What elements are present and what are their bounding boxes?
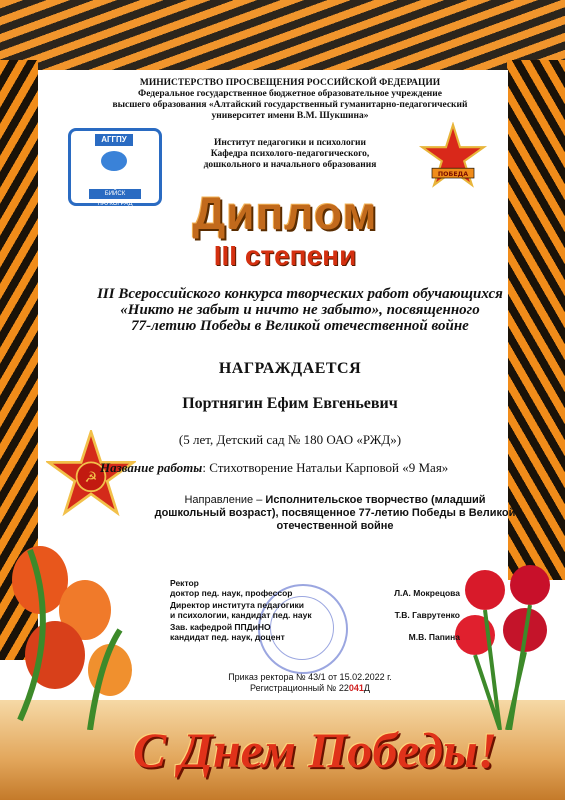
ministry-line: МИНИСТЕРСТВО ПРОСВЕЩЕНИЯ РОССИЙСКОЙ ФЕДЕРАЦИИ (139, 78, 441, 88)
reg-prefix: Регистрационный № 22 (250, 683, 349, 693)
diploma-degree: III степени (213, 240, 357, 271)
signer-title: Ректор (170, 578, 199, 588)
recipient-details: (5 лет, Детский сад № 180 ОАО «РЖД») (178, 432, 402, 447)
victory-day-banner: С Днем Победы! (132, 722, 498, 778)
institute-line: Кафедра психолого-педагогического, (210, 149, 370, 159)
direction-value: Исполнительское творчество (младший дошкольный возраст), посвященное 77-летию Победы в Великой отечественной войне (154, 494, 516, 532)
signer-title: кандидат пед. наук, доцент (170, 632, 285, 642)
signatures-block (170, 578, 470, 644)
svg-text:☭: ☭ (84, 470, 98, 487)
book-icon (101, 151, 127, 171)
reg-suffix: Д (363, 683, 370, 693)
recipient-name: Портнягин Ефим Евгеньевич (182, 395, 398, 412)
st-george-ribbon-top (0, 0, 565, 72)
signature-row (170, 578, 470, 600)
contest-line: 77-летию Победы в Великой отечественной войне (131, 318, 469, 334)
ministry-header (80, 78, 500, 122)
signer-title: Зав. кафедрой ППДиНО (170, 622, 271, 632)
registration-number (160, 683, 460, 694)
direction-label: Направление – (184, 494, 266, 506)
institute-header (175, 138, 405, 171)
contest-line: III Всероссийского конкурса творческих работ обучающихся (97, 286, 503, 302)
work-label: Название работы (100, 460, 203, 475)
ministry-line: высшего образования «Алтайский государственный гуманитарно-педагогический (112, 100, 468, 110)
work-title (100, 460, 560, 476)
diploma-title: Диплом (192, 187, 378, 239)
victory-order-icon (418, 122, 488, 192)
signer-name: М.В. Папина (408, 632, 460, 642)
awarded-heading: НАГРАЖДАЕТСЯ (218, 360, 362, 377)
order-info (160, 672, 460, 694)
institute-line: дошкольного и начального образования (203, 160, 377, 170)
ministry-line: Федеральное государственное бюджетное образовательное учреждение (138, 89, 442, 99)
signature-row (170, 600, 470, 622)
signer-name: Т.В. Гаврутенко (394, 610, 460, 620)
direction-text (150, 494, 520, 533)
reg-number-red: 041 (348, 683, 364, 693)
svg-text:ПОБЕДА: ПОБЕДА (437, 170, 469, 178)
signer-title: и психологии, кандидат пед. наук (170, 610, 312, 620)
contest-line: «Никто не забыт и ничто не забыто», посвященного (120, 302, 480, 318)
logo-abbrev: АГГПУ (95, 134, 133, 146)
ministry-line: университет имени В.М. Шукшина» (211, 111, 369, 121)
order-line: Приказ ректора № 43/1 от 15.02.2022 г. (228, 672, 392, 682)
signer-title: Директор института педагогики (170, 600, 305, 610)
signature-row (170, 622, 470, 644)
work-value: : Стихотворение Натальи Карповой «9 Мая» (202, 460, 449, 475)
contest-name (70, 286, 530, 334)
signer-title: доктор пед. наук, профессор (170, 588, 293, 598)
signer-name: Л.А. Мокрецова (394, 588, 460, 598)
logo-caption: БИЙСК НАУКОГРАД (89, 189, 141, 199)
institute-line: Институт педагогики и психологии (214, 138, 366, 148)
university-logo (68, 128, 162, 206)
